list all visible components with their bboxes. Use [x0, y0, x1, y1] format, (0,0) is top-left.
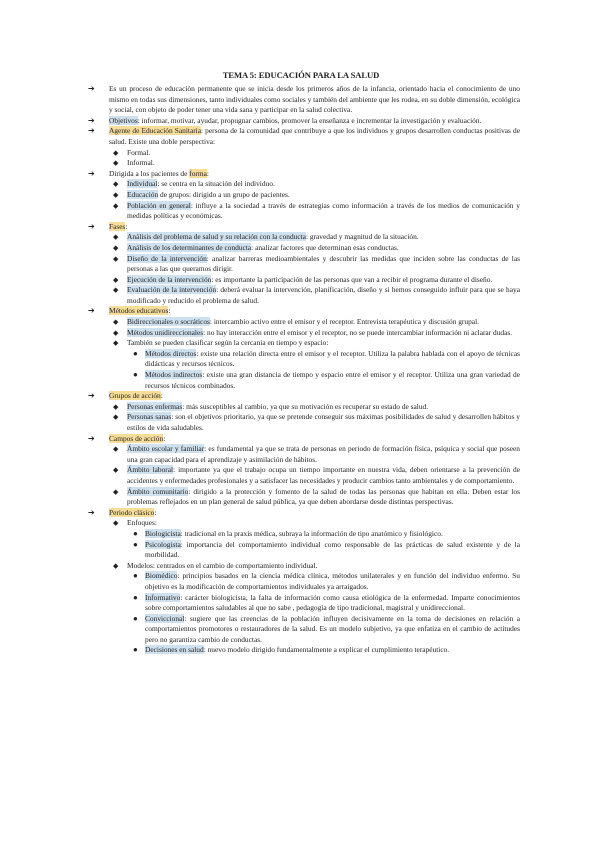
grupos-item: ➔ Grupos de acción:	[88, 391, 163, 401]
list-item: ◆ Personas enfermas: más susceptibles al cambio, ya que su motivación es recuperar su estado de salud.	[113, 401, 429, 411]
diamond-icon: ◆	[113, 254, 119, 263]
diamond-icon: ◆	[113, 180, 119, 189]
sub-list-item: ● Decisiones en salud: nuevo modelo dirigido fundamentalmente a explicar el cumplimiento terapéutico.	[133, 645, 450, 655]
arrow-icon: ➔	[88, 84, 95, 93]
diamond-icon: ◆	[113, 413, 119, 422]
list-item: ◆ También se pueden clasificar según la cercanía en tiempo y espacio:	[113, 338, 329, 348]
list-item: ◆ Bidireccionales o socráticos: intercambio activo entre el emisor y el receptor. Entrevista terapéutica y discusión grupal.	[113, 317, 479, 327]
diamond-icon: ◆	[113, 243, 119, 252]
diamond-icon: ◆	[113, 561, 119, 570]
diamond-icon: ◆	[113, 275, 119, 284]
list-item: ◆ Ejecución de la intervención: es importante la participación de las personas que van a recibir el programa durante el diseño.	[113, 274, 493, 284]
sub-list-item: ● Informativo: carácter biologicista, la falta de información como causa etiológica de la enfermedad. Imparte conocimientos sobre comportamientos saludables al que no sabe , pedagogía de tipo tradicional, magistral y unidireccional.	[133, 592, 520, 613]
dirigida-item: ➔ Dirigida a los pacientes de forma:	[88, 168, 209, 178]
list-item: ◆ Población en general: influye a la sociedad a través de estrategias como información a través de los medios de comunicación y medidas políticas y económicas.	[113, 200, 520, 221]
list-item: ◆ Formal.	[113, 147, 151, 157]
sub-list-item: ● Psicologista: importancia del comportamiento individual como responsable de las prácticas de salud existente y de la morbilidad.	[133, 539, 520, 560]
list-item: ◆ Evaluación de la intervención: deberá evaluar la intervención, planificación, diseño y si hemos conseguido influir para que se haya modificado y reducido el problema de salud.	[113, 285, 520, 305]
arrow-icon: ➔	[88, 507, 95, 517]
diamond-icon: ◆	[113, 328, 119, 337]
diamond-icon: ◆	[113, 148, 119, 157]
diamond-icon: ◆	[113, 339, 119, 348]
sub-list-item: ● Métodos indirectos: existe una gran distancia de tiempo y espacio entre el emisor y el receptor. Utiliza una gran variedad de recursos técnicos combinados.	[133, 370, 521, 390]
objetivos-item: ➔ Objetivos: informar, motivar, ayudar, propugnar cambios, promover la enseñanza e incrementar la investigación y evaluación.	[88, 115, 482, 125]
sub-list-item: ● Biologicista: tradicional en la praxis médica, subraya la información de tipo anatómico y fisiológico.	[133, 528, 443, 538]
list-item: ◆ Ámbito comunitario: dirigido a la protección y fomento de la salud de todas las personas que habitan en ella. Deben estar los problemas reflejados en un plan general de salud pública, ya que deben abordarse desde distintas perspectivas.	[113, 486, 520, 507]
arrow-icon: ➔	[88, 391, 95, 401]
bullet-icon: ●	[133, 613, 138, 623]
sub-list-item: ● Métodos directos: existe una relación directa entre el emisor y el receptor. Utiliza la palabra hablada con el apoyo de técnicas didácticas y recursos técnicos.	[133, 348, 520, 369]
bullet-icon: ●	[133, 528, 138, 538]
list-item: ◆ Educación de grupos: dirigido a un grupo de pacientes.	[113, 189, 290, 199]
list-item: ◆ Ámbito escolar y familiar: es fundamental ya que se trata de personas en periodo de formación física, psíquica y social que poseen una gran capacidad para el aprendizaje y asimilación de hábitos.	[113, 444, 521, 464]
intro-item: ➔ Es un proceso de educación permanente que se inicia desde los primeros años de la infancia, orientado hacia el conocimiento de uno mismo en todas sus dimensiones, tanto individuales como sociales y también del ambiente que les rodea, en su doble dimensión, ecológica y social, con objeto de poder tener una vida sana y participar en la salud colectiva.	[88, 84, 520, 115]
list-item: ◆ Ámbito laboral: importante ya que el trabajo ocupa un tiempo importante en nuestra vida, deben orientarse a la prevención de accidentes y enfermedades profesionales y a satisfacer las necesidades y producir cambios tanto ambientales y de comportamiento.	[113, 465, 520, 485]
periodo-item: ➔ Periodo clásico:	[88, 507, 157, 517]
diamond-icon: ◆	[113, 286, 119, 295]
list-item: ◆ Análisis de los determinantes de conducta: analizar factores que determinan esas conductas.	[113, 242, 399, 252]
arrow-icon: ➔	[88, 126, 95, 136]
metodos-item: ➔ Métodos educativos:	[88, 306, 171, 316]
bullet-icon: ●	[133, 592, 138, 602]
diamond-icon: ◆	[113, 159, 119, 168]
bullet-icon: ●	[133, 645, 138, 655]
list-item: ◆ Análisis del problema de salud y su relación con la conducta: gravedad y magnitud de la situación.	[113, 232, 419, 242]
bullet-icon: ●	[133, 348, 138, 358]
bullet-icon: ●	[133, 571, 138, 581]
page-title: TEMA 5: EDUCACIÓN PARA LA SALUD	[222, 70, 380, 80]
diamond-icon: ◆	[113, 487, 119, 496]
sub-list-item: ● Conviccional: sugiere que las creencias de la población influyen decisivamente en la toma de decisiones en relación a comportamientos promotores o restauradores de la salud. Es un modelo subjetivo, ya que enfatiza en el cambio de actitudes pero no garantiza cambio de conductas.	[133, 613, 520, 644]
arrow-icon: ➔	[88, 168, 95, 178]
arrow-icon: ➔	[88, 433, 95, 443]
diamond-icon: ◆	[113, 519, 119, 528]
agente-item: ➔ Agente de Educación Sanitaria: persona de la comunidad que contribuye a que los individuos y grupos desarrollen conductas positivas de salud. Existe una doble perspectiva:	[88, 126, 520, 146]
diamond-icon: ◆	[113, 466, 119, 475]
list-item: ◆ Individual: se centra en la situación del individuo.	[113, 179, 275, 189]
arrow-icon: ➔	[88, 115, 95, 125]
campos-item: ➔ Campos de acción:	[88, 433, 166, 443]
diamond-icon: ◆	[113, 233, 119, 242]
arrow-icon: ➔	[88, 221, 95, 231]
list-item: ◆ Métodos unidireccionales: no hay interacción entre el emisor y el receptor, no se puede intercambiar información ni aclarar dudas.	[113, 327, 513, 337]
list-item: ◆ Personas sanas: son el objetivos prioritario, ya que se pretende conseguir sus máximas posibilidades de salud y desarrollen hábitos y estilos de vida saludables.	[113, 412, 520, 432]
sub-list-item: ● Biomédico: principios basados en la ciencia médica clínica, métodos unilaterales y en función del individuo enfermo. Su objetivo es la modificación de comportamientos individuales ya arraigados.	[133, 571, 520, 591]
diamond-icon: ◆	[113, 318, 119, 327]
fases-item: ➔ Fases:	[88, 221, 128, 231]
list-item: ◆ Enfoques:	[113, 518, 157, 528]
diamond-icon: ◆	[113, 201, 119, 210]
list-item: ◆ Modelos: centrados en el cambio de comportamiento individual.	[113, 560, 318, 570]
diamond-icon: ◆	[113, 402, 119, 411]
bullet-icon: ●	[133, 539, 138, 549]
list-item: ◆ Informal.	[113, 158, 155, 168]
diamond-icon: ◆	[113, 190, 119, 199]
arrow-icon: ➔	[88, 306, 95, 316]
bullet-icon: ●	[133, 370, 138, 380]
diamond-icon: ◆	[113, 445, 119, 454]
list-item: ◆ Diseño de la intervención: analizar barreras medioambientales y descubrir las medidas que inciden sobre las conductas de las personas a las que queramos dirigir.	[113, 253, 520, 274]
